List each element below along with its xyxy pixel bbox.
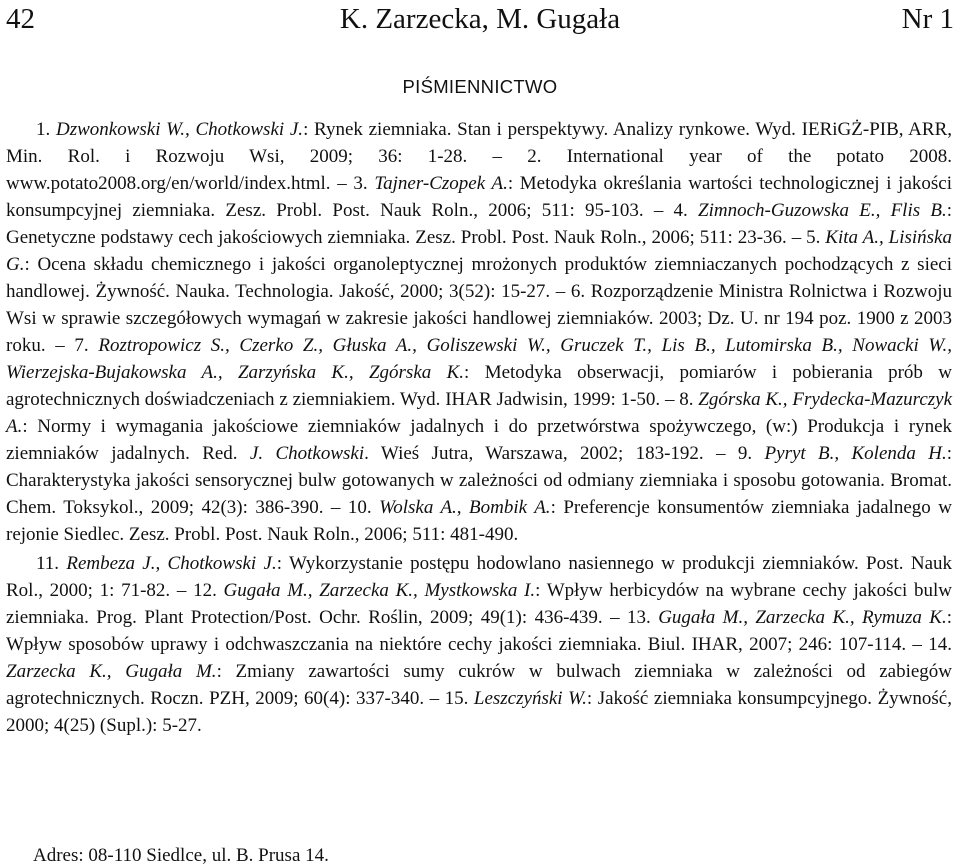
author-address: Adres: 08-110 Siedlce, ul. B. Prusa 14. xyxy=(33,845,329,866)
reference-text: : Normy i wymagania jakościowe ziemniaków jadalnych i do przetwórstwa spożywczego, (w:) Produkcja i rynek ziemniaków jadalnych. Red. xyxy=(6,416,952,464)
reference-text: : Jakość ziemniaka konsumpcyjnego. Żywność, 2000; 4(25) (Supl.): 5-27. xyxy=(6,688,952,736)
reference-authors: Rembeza J., Chotkowski J. xyxy=(66,553,277,574)
reference-text: : Metodyka obserwacji, pomiarów i pobierania prób w agrotechnicznych doświadczeniach z ziemniakiem. Wyd. IHAR Jadwisin, 1999: 1-50. – 8. xyxy=(6,362,952,410)
reference-authors: Wolska A., Bombik A. xyxy=(379,497,551,518)
references-list xyxy=(6,116,952,741)
issue-number: Nr 1 xyxy=(901,3,954,35)
reference-text: . Wieś Jutra, Warszawa, 2002; 183-192. – 9. xyxy=(364,443,765,464)
reference-text: 1. xyxy=(36,119,56,140)
reference-text: : Zmiany zawartości sumy cukrów w bulwach ziemniaka w zależności od zabiegów agrotechnicznych. Roczn. PZH, 2009; 60(4): 337-340. – 15. xyxy=(6,661,953,709)
reference-text: 11. xyxy=(36,553,67,574)
reference-authors: Zgórska K., Frydecka-Mazurczyk A. xyxy=(6,389,953,437)
reference-text: : Wpływ herbicydów na wybrane cechy jakości bulw ziemniaka. Prog. Plant Protection/Post. Ochr. Roślin, 2009; 49(1): 436-439. – 13. xyxy=(6,580,952,628)
reference-text: : Ocena składu chemicznego i jakości organoleptycznej mrożonych produktów ziemniaczanych pochodzących z sieci handlowej. Żywność. Nauka. Technologia. Jakość, 2000; 3(52): 15-27. – 6. Rozporządzenie Ministra Rolnictwa i Rozwoju Wsi w sprawie szczegółowych wymagań w zakresie jakości handlowej ziemniaków. 2003; Dz. U. nr 194 poz. 1900 z 2003 roku. – 7. xyxy=(6,254,952,356)
reference-text: : Charakterystyka jakości sensorycznej bulw gotowanych w zależności od odmiany ziemniaka i sposobu gotowania. Bromat. Chem. Toksykol., 2009; 42(3): 386-390. – 10. xyxy=(6,443,953,518)
reference-authors: Kita A., Lisińska G. xyxy=(6,227,952,275)
reference-text: : Metodyka określania wartości technologicznej i jakości konsumpcyjnej ziemniaka. Zesz. Probl. Post. Nauk Roln., 2006; 511: 95-103. – 4. xyxy=(6,173,952,221)
reference-authors: Pyryt B., Kolenda H. xyxy=(764,443,947,464)
reference-authors: Gugała M., Zarzecka K., Rymuza K. xyxy=(658,607,947,628)
reference-authors: Zimnoch-Guzowska E., Flis B. xyxy=(698,200,947,221)
reference-authors: Roztropowicz S., Czerko Z., Głuska A., Goliszewski W., Gruczek T., Lis B., Lutomirska B., Nowacki W., Wierzejska-Bujakowska A., Zarzyńska K., Zgórska K. xyxy=(6,335,953,383)
running-title-authors: K. Zarzecka, M. Gugała xyxy=(339,3,621,35)
reference-authors: Leszczyński W. xyxy=(473,688,587,709)
reference-authors: Gugała M., Zarzecka K., Mystkowska I. xyxy=(223,580,536,601)
reference-text: : Wykorzystanie postępu hodowlano nasiennego w produkcji ziemniaków. Post. Nauk Rol., 2000; 1: 71-82. – 12. xyxy=(6,553,953,601)
section-title: PIŚMIENNICTWO xyxy=(402,76,558,97)
reference-authors: Tajner-Czopek A. xyxy=(374,173,508,194)
references-paragraph-1 xyxy=(6,116,952,548)
references-paragraph-2 xyxy=(6,550,952,739)
reference-text: : Preferencje konsumentów ziemniaka jadalnego w rejonie Siedlec. Zesz. Probl. Post. Nauk Roln., 2006; 511: 481-490. xyxy=(6,497,952,545)
reference-text: : Genetyczne podstawy cech jakościowych ziemniaka. Zesz. Probl. Post. Nauk Roln., 2006; 511: 23-36. – 5. xyxy=(6,200,952,248)
reference-authors: J. Chotkowski xyxy=(249,443,365,464)
page-number: 42 xyxy=(6,3,35,35)
running-header xyxy=(0,0,960,44)
reference-text: : Rynek ziemniaka. Stan i perspektywy. Analizy rynkowe. Wyd. IERiGŻ-PIB, ARR, Min. Rol. i Rozwoju Wsi, 2009; 36: 1-28. – 2. International year of the potato 2008. www.potato2008.org/en/world/index.html. – 3. xyxy=(6,119,952,194)
reference-text: : Wpływ sposobów uprawy i odchwaszczania na niektóre cechy jakości ziemniaka. Biul. IHAR, 2007; 246: 107-114. – 14. xyxy=(6,607,952,655)
reference-authors: Zarzecka K., Gugała M. xyxy=(6,661,217,682)
reference-authors: Dzwonkowski W., Chotkowski J. xyxy=(55,119,304,140)
